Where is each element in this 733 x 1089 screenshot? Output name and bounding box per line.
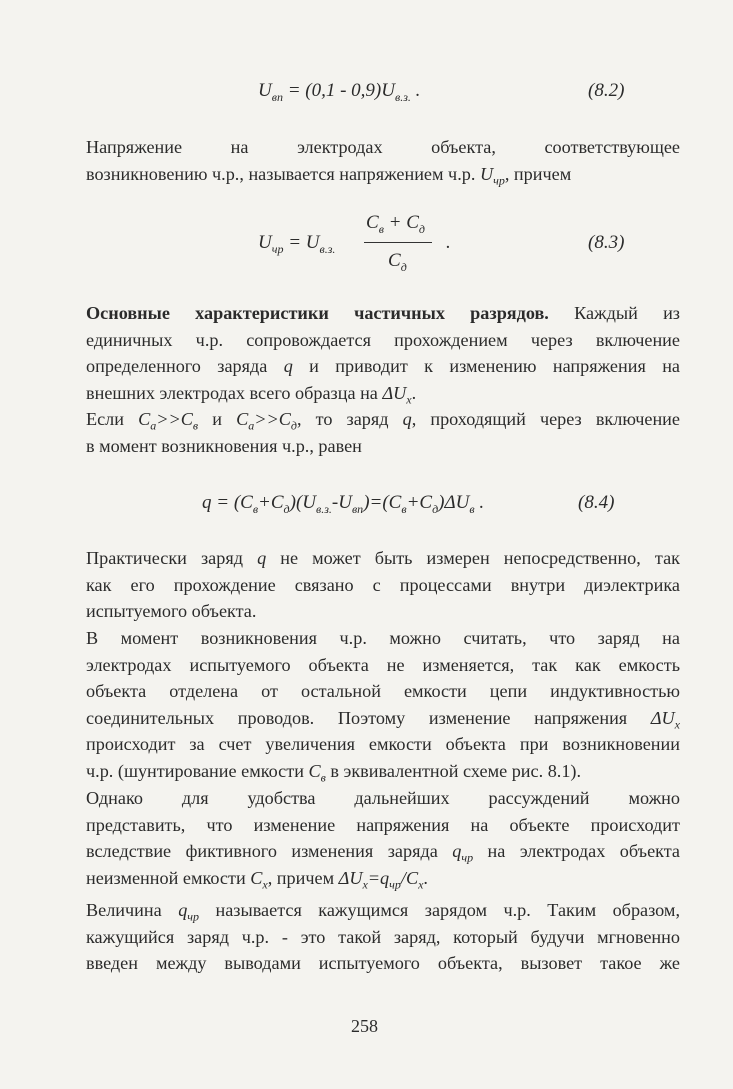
paragraph-voltage-definition: Напряжение на электродах объекта, соответствующее возникновению ч.р., называется напряжением ч.р. $U_{чр}$, причем xyxy=(86,137,680,188)
equation-number-8-2: (8.2) xyxy=(588,80,625,101)
paragraph-charge-condition: Если $C_а>>C_в$ и $C_а>>C_д$, то заряд q, проходящий через включение в момент возникновения ч.р., равен xyxy=(86,409,680,456)
paragraph-voltage-change: В момент возникновения ч.р. можно считать, что заряд на электродах испытуемого объекта не изменяется, так как емкость объекта отделена от остальной емкости цепи индуктивностью соединительных проводов. Поэтому изменение напряжения $\Delta U_x$ происходит за счет увеличения емкости объекта при возникновении ч.р. (шунтирование емкости $C_в$ в эквивалентной схеме рис. 8.1). xyxy=(86,628,680,785)
page-number: 258 xyxy=(351,1016,378,1036)
paragraph-main-characteristics: Основные характеристики частичных разрядов. Каждый из единичных ч.р. сопровождается прохождением через включение определенного заряда q и приводит к изменению напряжения на внешних электродах всего образца на $\Delta U_x$. xyxy=(86,303,680,407)
equation-8-4: $q = (C_в+C_д)(U_{в.з.}-U_{вп})=(C_в+C_д)\Delta U_в$ . xyxy=(202,492,485,516)
equation-8-2: $U_{вп} = (0,1 - 0,9)U_{в.з.}$ . xyxy=(258,80,421,104)
equation-number-8-3: (8.3) xyxy=(588,232,625,253)
section-heading: Основные характеристики частичных разрядов. xyxy=(86,303,549,323)
fraction-numerator: $C_в + C_д$ xyxy=(366,212,425,236)
paragraph-apparent-charge: Величина $q_{чр}$ называется кажущимся зарядом ч.р. Таким образом, кажущийся заряд ч.р. - это такой заряд, который будучи мгновенно введен между выводами испытуемого объекта, вызовет такое же xyxy=(86,900,680,973)
paragraph-charge-measurement: Практически заряд q не может быть измерен непосредственно, так как его прохождение связано с процессами внутри диэлектрика испытуемого объекта. xyxy=(86,548,680,621)
document-page: $U_{вп} = (0,1 - 0,9)U_{в.з.}$ . (8.2) Напряжение на электродах объекта, соответствующее возникновению ч.р., называется напряжением ч.р. $U_{чр}$, причем $U_{чр} = U_{в.з.}$ $C_в + C_д$ $C_д$ . (8.3) Основные характеристики частичных разрядов. Каждый из единичных ч.р. сопровождается прохождением через включение определенного заряда q и приводит к изменению напряжения на внешних электродах всего образца на $\Delta U_x$. Если $C_а>>C_в$ и $C_а>>C_д$, то заряд q, проходящий через включение в момент возникновения ч.р., равен $q = (C_в+C_д)(U_{в.з.}-U_{вп})=(C_в+C_д)\Delta U_в$ . (8.4) Практически заряд q не может быть измерен непосредственно, так как его прохождение связано с процессами внутри диэлектрика испытуемого объекта. В момент возникновения ч.р. можно считать, что заряд на электродах испытуемого объекта не изменяется, так как емкость объекта отделена от остальной емкости цепи индуктивностью соединительных проводов. Поэтому изменение напряжения $\Delta U_x$ происходит за счет увеличения емкости объекта при возникновении ч.р. (шунтирование емкости $C_в$ в эквивалентной схеме рис. 8.1). Однако для удобства дальнейших рассуждений можно представить, что изменение напряжения на объекте происходит вследствие фиктивного изменения заряда $q_{чр}$ на электродах объекта неизменной емкости $C_x$, причем $\Delta U_x=q_{чр}/C_x$. Величина $q_{чр}$ называется кажущимся зарядом ч.р. Таким образом, кажущийся заряд ч.р. - это такой заряд, который будучи мгновенно введен между выводами испытуемого объекта, вызовет такое же 258 xyxy=(86,80,680,1036)
paragraph-fictitious-charge: Однако для удобства дальнейших рассуждений можно представить, что изменение напряжения на объекте происходит вследствие фиктивного изменения заряда $q_{чр}$ на электродах объекта неизменной емкости $C_x$, причем $\Delta U_x=q_{чр}/C_x$. xyxy=(86,788,680,892)
fraction-bar xyxy=(364,242,432,243)
equation-number-8-4: (8.4) xyxy=(578,492,615,513)
fraction-denominator: $C_д$ xyxy=(388,250,407,274)
